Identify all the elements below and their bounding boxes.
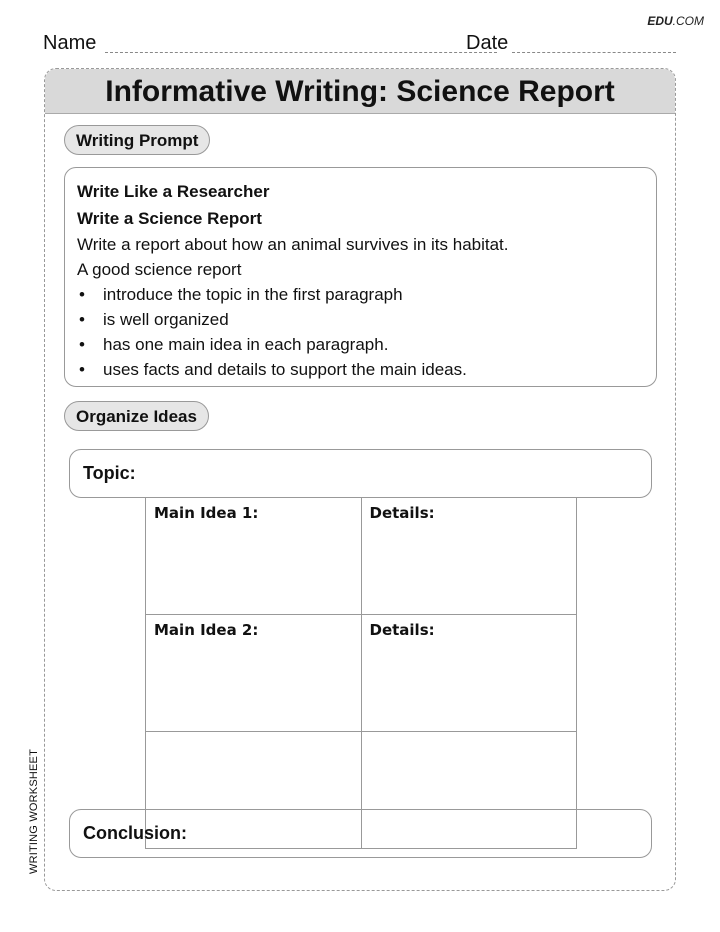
details-1-cell[interactable]: Details: xyxy=(361,498,577,615)
date-line[interactable] xyxy=(512,52,676,53)
list-item: • is well organized xyxy=(77,307,644,332)
conclusion-field[interactable]: Conclusion: xyxy=(69,809,652,858)
table-row xyxy=(146,615,577,732)
brand-logo: EDU.COM xyxy=(647,14,704,28)
side-label: WRITING WORKSHEET xyxy=(28,748,40,874)
organize-ideas-label: Organize Ideas xyxy=(64,401,209,431)
main-idea-2-cell[interactable]: Main Idea 2: xyxy=(146,615,362,732)
writing-prompt-label: Writing Prompt xyxy=(64,125,210,155)
prompt-heading-1: Write Like a Researcher xyxy=(77,182,270,201)
ideas-table xyxy=(145,497,577,849)
date-label: Date xyxy=(466,32,509,54)
name-line[interactable] xyxy=(105,52,497,53)
worksheet xyxy=(44,68,676,891)
list-item: • uses facts and details to support the main ideas. xyxy=(77,357,644,382)
prompt-heading-2: Write a Science Report xyxy=(77,209,262,228)
main-idea-1-cell[interactable]: Main Idea 1: xyxy=(146,498,362,615)
table-row xyxy=(146,498,577,615)
list-item: • introduce the topic in the first paragraph xyxy=(77,282,644,307)
name-label: Name xyxy=(43,32,97,54)
topic-field[interactable]: Topic: xyxy=(69,449,652,498)
prompt-list-intro: A good science report xyxy=(77,260,242,279)
list-item: • has one main idea in each paragraph. xyxy=(77,332,644,357)
details-2-cell[interactable]: Details: xyxy=(361,615,577,732)
writing-prompt-box xyxy=(64,167,657,387)
prompt-instruction: Write a report about how an animal survives in its habitat. xyxy=(77,235,509,254)
name-date-row xyxy=(43,32,676,54)
page-title: Informative Writing: Science Report xyxy=(45,69,675,114)
prompt-bullet-list xyxy=(77,282,644,382)
